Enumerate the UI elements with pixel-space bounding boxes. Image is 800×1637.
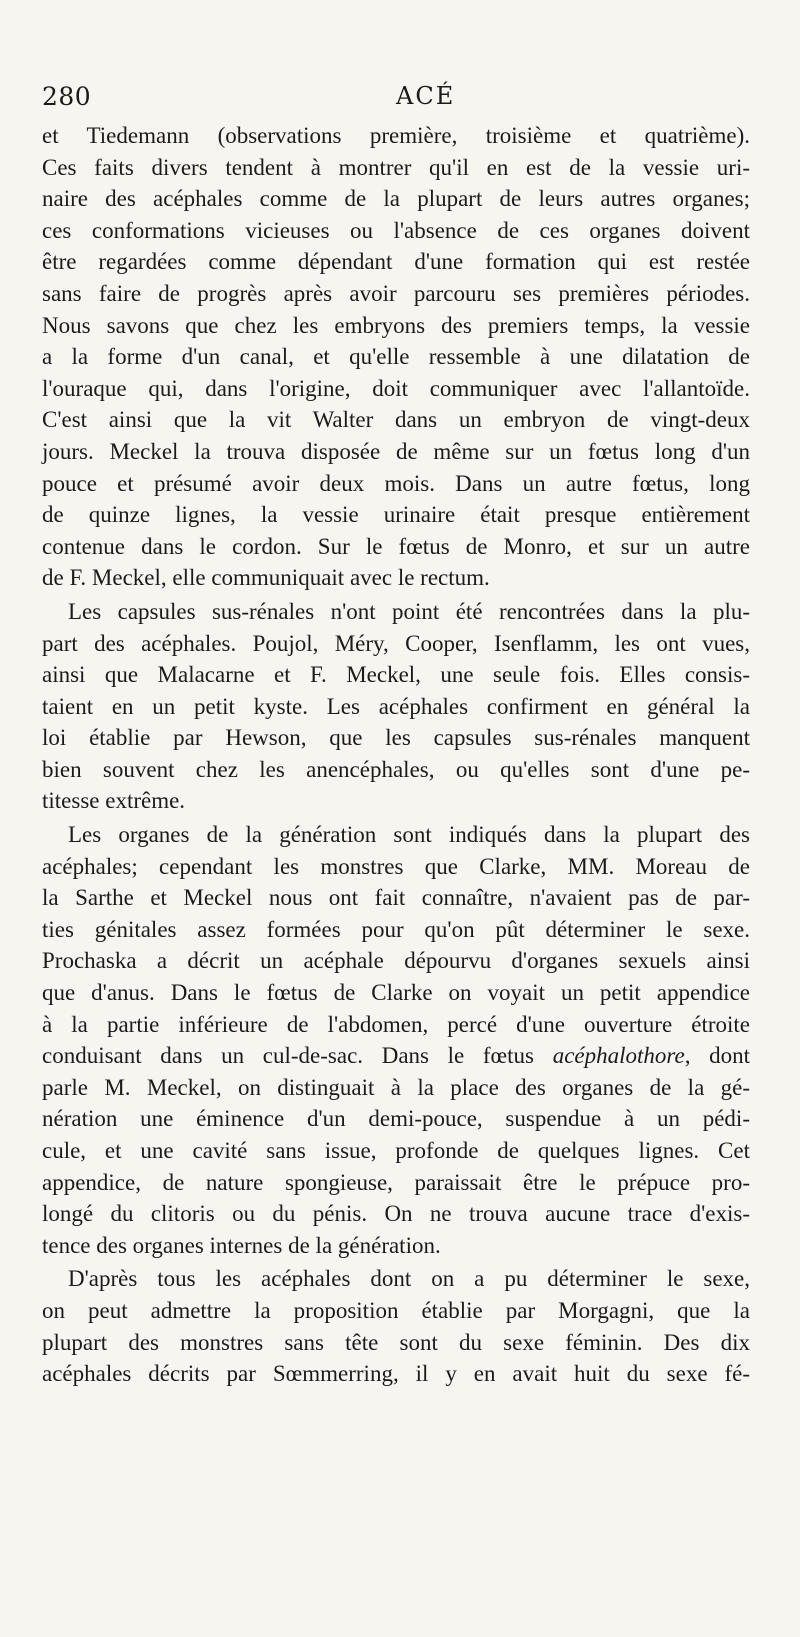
body-text — [42, 120, 750, 1390]
paragraph — [42, 819, 750, 1261]
text-line: nération une éminence d'un demi-pouce, suspendue à un pédi- — [42, 1106, 750, 1132]
text-line: ainsi que Malacarne et F. Meckel, une seule fois. Elles consis- — [42, 662, 750, 688]
text-line: on peut admettre la proposition établie par Morgagni, que la — [42, 1297, 750, 1323]
text-line: être regardées comme dépendant d'une formation qui est restée — [42, 249, 750, 275]
text-line: à la partie inférieure de l'abdomen, percé d'une ouverture étroite — [42, 1011, 750, 1037]
text-line: sans faire de progrès après avoir parcouru ses premières périodes. — [42, 280, 750, 306]
text-line: C'est ainsi que la vit Walter dans un embryon de vingt-deux — [42, 407, 750, 433]
text-fragment: , dont — [684, 1043, 751, 1069]
text-line: Les organes de la génération sont indiqués dans la plupart des — [68, 822, 750, 848]
text-line: que d'anus. Dans le fœtus de Clarke on voyait un petit appendice — [42, 980, 750, 1006]
text-line: de F. Meckel, elle communiquait avec le rectum. — [42, 565, 490, 591]
text-line: appendice, de nature spongieuse, paraissait être le prépuce pro- — [42, 1169, 750, 1195]
text-line: Les capsules sus-rénales n'ont point été rencontrées dans la plu- — [68, 598, 750, 624]
text-line: ces conformations vicieuses ou l'absence de ces organes doivent — [42, 217, 750, 243]
text-line: contenue dans le cordon. Sur le fœtus de Monro, et sur un autre — [42, 533, 750, 559]
text-line: parle M. Meckel, on distinguait à la place des organes de la gé- — [42, 1074, 750, 1100]
text-line: acéphales; cependant les monstres que Clarke, MM. Moreau de — [42, 853, 750, 879]
text-line: a la forme d'un canal, et qu'elle ressemble à une dilatation de — [42, 344, 750, 370]
text-line: ties génitales assez formées pour qu'on pût déterminer le sexe. — [42, 916, 750, 942]
text-line: acéphales décrits par Sœmmerring, il y en avait huit du sexe fé- — [42, 1361, 750, 1387]
text-line: cule, et une cavité sans issue, profonde de quelques lignes. Cet — [42, 1138, 750, 1163]
text-line: la Sarthe et Meckel nous ont fait connaître, n'avaient pas de par- — [42, 885, 750, 911]
text-line: loi établie par Hewson, que les capsules sus-rénales manquent — [42, 725, 750, 751]
text-line-with-italic — [42, 1040, 750, 1072]
italic-term: acéphalothore — [552, 1043, 685, 1069]
text-line: bien souvent chez les anencéphales, ou qu'elles sont d'une pe- — [42, 756, 750, 782]
text-line: D'après tous les acéphales dont on a pu déterminer le sexe, — [68, 1266, 750, 1292]
text-line: titesse extrême. — [42, 788, 186, 814]
paragraph — [42, 1263, 750, 1389]
text-fragment: conduisant dans un cul-de-sac. Dans le fœtus — [42, 1043, 535, 1069]
text-line: et Tiedemann (observations première, troisième et quatrième). — [42, 123, 750, 148]
running-head: ACÉ — [396, 82, 456, 110]
text-line: l'ouraque qui, dans l'origine, doit communiquer avec l'allantoïde. — [42, 375, 750, 401]
page-number: 280 — [42, 82, 92, 111]
text-line: Prochaska a décrit un acéphale dépourvu d'organes sexuels ainsi — [42, 948, 750, 974]
text-line: plupart des monstres sans tête sont du sexe féminin. Des dix — [42, 1329, 750, 1355]
text-line: Ces faits divers tendent à montrer qu'il en est de la vessie uri- — [42, 154, 750, 180]
text-line: jours. Meckel la trouva disposée de même sur un fœtus long d'un — [42, 438, 750, 464]
text-line: pouce et présumé avoir deux mois. Dans un autre fœtus, long — [42, 470, 750, 496]
text-line: de quinze lignes, la vessie urinaire était presque entièrement — [42, 502, 750, 528]
text-line: tence des organes internes de la génération. — [42, 1232, 441, 1258]
paragraph — [42, 596, 750, 817]
text-line: part des acéphales. Poujol, Méry, Cooper, Isenflamm, les ont vues, — [42, 630, 750, 656]
paragraph — [42, 120, 750, 594]
page-header — [40, 82, 752, 118]
text-line: naire des acéphales comme de la plupart de leurs autres organes; — [42, 186, 750, 212]
text-line: Nous savons que chez les embryons des premiers temps, la vessie — [42, 312, 750, 338]
text-line: taient en un petit kyste. Les acéphales confirment en général la — [42, 693, 750, 719]
text-line: longé du clitoris ou du pénis. On ne trouva aucune trace d'exis- — [42, 1201, 750, 1227]
